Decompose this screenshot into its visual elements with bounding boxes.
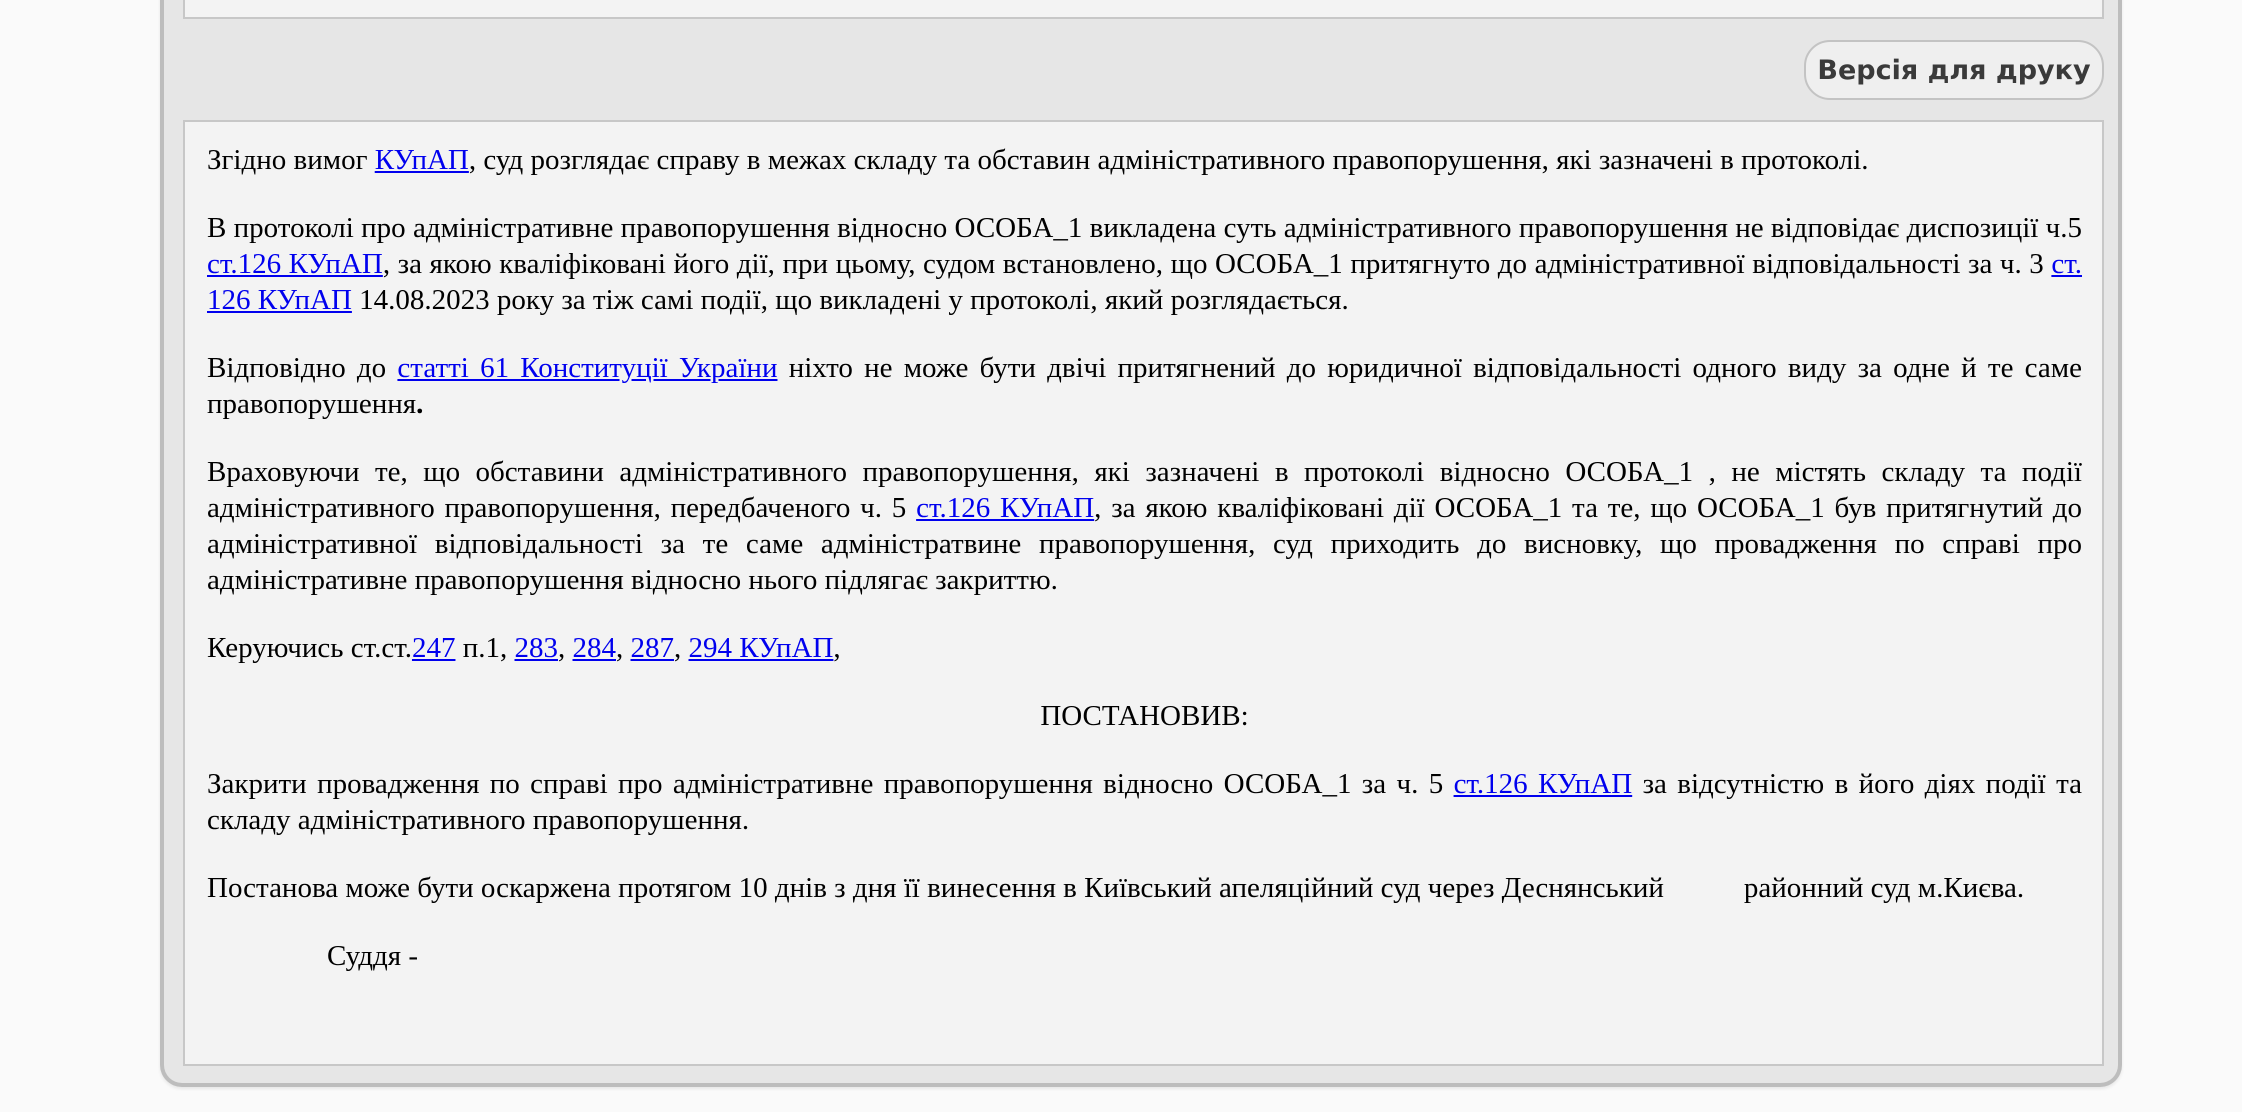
paragraph-1: Згідно вимог КУпАП, суд розглядає справу в межах складу та обставин адміністративного правопорушення, які зазначені в протоколі. — [207, 144, 1869, 176]
link-kupap[interactable]: КУпАП — [374, 144, 469, 176]
link-art126-kupap-3[interactable]: ст.126 КУпАП — [916, 492, 1095, 524]
link-art126-kupap-4[interactable]: ст.126 КУпАП — [1453, 768, 1633, 800]
judge-signature-line: Суддя - — [327, 940, 419, 972]
link-art126-kupap[interactable]: ст.126 КУпАП — [207, 248, 383, 280]
link-art283[interactable]: 283 — [514, 632, 558, 664]
paragraph-7: Закрити провадження по справі про адміністративне правопорушення відносно ОСОБА_1 за ч. 5 ст.126 КУпАП за відсутністю в його діях події та складу адміністративного правопорушення. — [207, 768, 2082, 836]
link-constitution-art61[interactable]: статті 61 Конституції України — [397, 352, 778, 384]
paragraph-4: Враховуючи те, що обставини адміністративного правопорушення, які зазначені в протоколі відносно ОСОБА_1 , не містять складу та події адміністративного правопорушення, передбаченого ч. 5 ст.126 КУпАП, за якою кваліфіковані дії ОСОБА_1 та те, що ОСОБА_1 був притягнутий до адміністративної відповідальності за те саме адміністратвине правопорушення, суд приходить до висновку, що провадження по справі про адміністративне правопорушення відносно нього підлягає закриттю. — [207, 456, 2083, 596]
paragraph-3: Відповідно до статті 61 Конституції України ніхто не може бути двічі притягнений до юридичної відповідальності одного виду за одне й те саме правопорушення. — [207, 352, 2082, 420]
document-text — [183, 120, 2104, 1066]
link-art287[interactable]: 287 — [630, 632, 674, 664]
paragraph-2: В протоколі про адміністративне правопорушення відносно ОСОБА_1 викладена суть адміністративного правопорушення не відповідає диспозиції ч.5 ст.126 КУпАП, за якою кваліфіковані його дії, при цьому, судом встановлено, що ОСОБА_1 притягнуто до адміністративної відповідальності за ч. 3 ст. 126 КУпАП 14.08.2023 року за тіж самі події, що викладені у протоколі, який розглядається. — [207, 212, 2082, 316]
paragraph-8: Постанова може бути оскаржена протягом 10 днів з дня її винесення в Київський апеляційний суд через Деснянський районний суд м.Києва. — [207, 872, 2025, 904]
link-art284[interactable]: 284 — [572, 632, 616, 664]
link-art126-kupap-2[interactable]: ст. 126 КУпАП — [207, 248, 2082, 316]
resolution-heading: ПОСТАНОВИВ: — [1040, 700, 1249, 732]
link-art247[interactable]: 247 — [411, 632, 456, 664]
top-section-box — [183, 0, 2104, 19]
link-art294-kupap[interactable]: 294 КУпАП — [688, 632, 834, 664]
paragraph-5: Керуючись ст.ст.247 п.1, 283, 284, 287, 294 КУпАП, — [207, 632, 841, 664]
print-version-button[interactable]: Версія для друку — [1804, 40, 2104, 100]
